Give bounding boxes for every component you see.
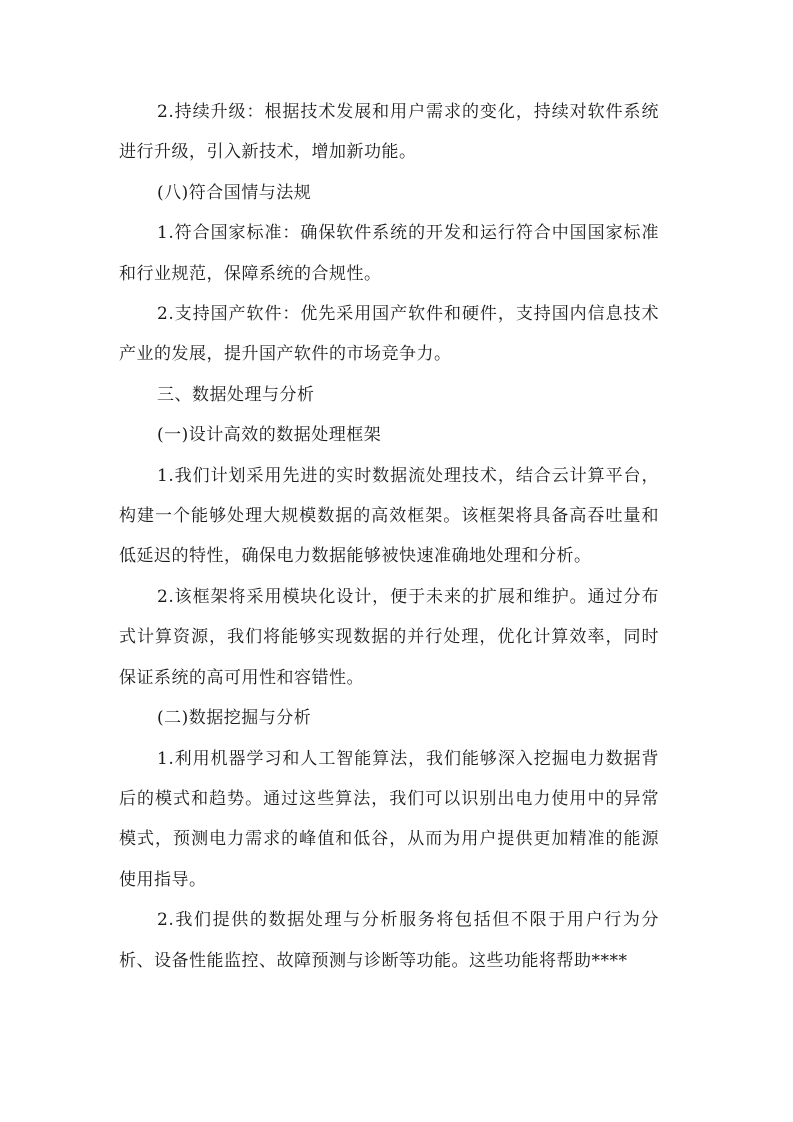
- paragraph-analysis-services: 2.我们提供的数据处理与分析服务将包括但不限于用户行为分析、设备性能监控、故障预测与诊断等功能。这些功能将帮助****: [119, 910, 659, 971]
- heading-chapter-3: 三、数据处理与分析: [157, 384, 315, 405]
- paragraph-stream-processing: 1.我们计划采用先进的实时数据流处理技术，结合云计算平台，构建一个能够处理大规模数据的高效框架。该框架将具备高吞吐量和低延迟的特性，确保电力数据能够被快速准确地处理和分析。: [119, 465, 659, 567]
- paragraph-modular-design: 2.该框架将采用模块化设计，便于未来的扩展和维护。通过分布式计算资源，我们将能够实现数据的并行处理，优化计算效率，同时保证系统的高可用性和容错性。: [119, 586, 659, 688]
- paragraph-national-standard: 1.符合国家标准：确保软件系统的开发和运行符合中国国家标准和行业规范，保障系统的合规性。: [119, 223, 659, 284]
- paragraph-domestic-software: 2.支持国产软件：优先采用国产软件和硬件，支持国内信息技术产业的发展，提升国产软件的市场竞争力。: [119, 304, 659, 365]
- paragraph-machine-learning: 1.利用机器学习和人工智能算法，我们能够深入挖掘电力数据背后的模式和趋势。通过这些算法，我们可以识别出电力使用中的异常模式，预测电力需求的峰值和低谷，从而为用户提供更加精准的能源使用指导。: [119, 748, 659, 890]
- paragraph-upgrade: 2.持续升级：根据技术发展和用户需求的变化，持续对软件系统进行升级，引入新技术，增加新功能。: [119, 102, 659, 163]
- heading-subsection-1: (一)设计高效的数据处理框架: [157, 425, 382, 446]
- heading-section-8: (八)符合国情与法规: [157, 182, 312, 203]
- document-body: [119, 92, 659, 981]
- heading-subsection-2: (二)数据挖掘与分析: [157, 708, 312, 729]
